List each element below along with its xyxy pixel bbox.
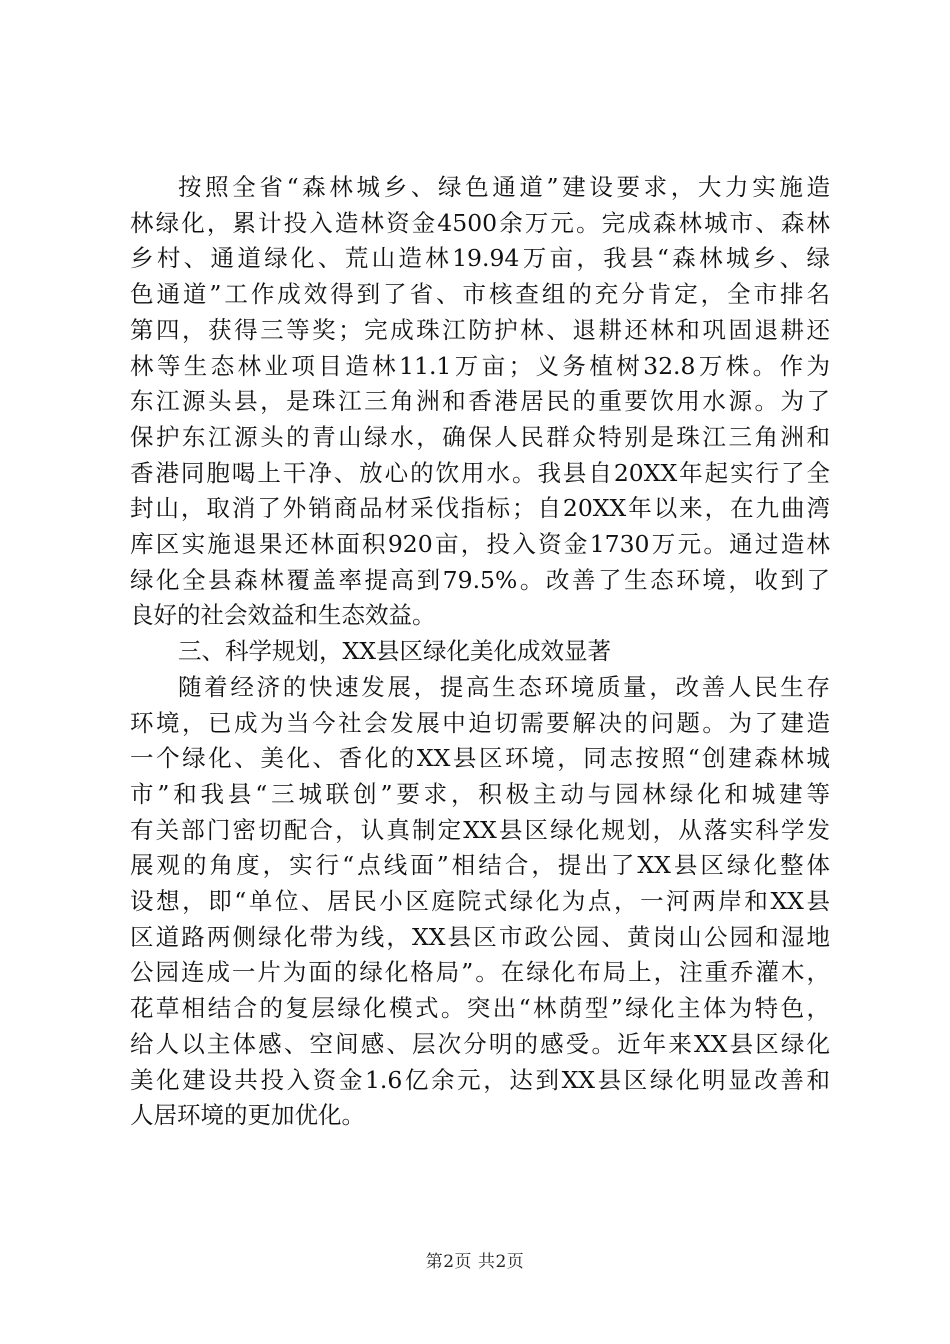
paragraph-line: 市”和我县“三城联创”要求，积极主动与园林绿化和城建等 (130, 779, 830, 808)
document-body (130, 170, 830, 1134)
paragraph-afforestation (130, 170, 830, 634)
paragraph-line: 随着经济的快速发展，提高生态环境质量，改善人民生存 (178, 672, 830, 701)
section-heading: 三、科学规划，XX县区绿化美化成效显著 (178, 637, 611, 666)
paragraph-line: 林绿化，累计投入造林资金4500余万元。完成森林城市、森林 (130, 208, 830, 237)
paragraph-line: 花草相结合的复层绿化模式。突出“林荫型”绿化主体为特色， (130, 994, 830, 1023)
paragraph-line: 香港同胞喝上干净、放心的饮用水。我县自20XX年起实行了全 (130, 458, 830, 487)
paragraph-line: 色通道”工作成效得到了省、市核查组的充分肯定，全市排名 (130, 280, 830, 309)
paragraph-line: 展观的角度，实行“点线面”相结合，提出了XX县区绿化整体 (130, 851, 830, 880)
paragraph-line: 区道路两侧绿化带为线，XX县区市政公园、黄岗山公园和湿地 (130, 922, 830, 951)
paragraph-line: 美化建设共投入资金1.6亿余元，达到XX县区绿化明显改善和 (130, 1065, 830, 1094)
paragraph-line: 第四，获得三等奖；完成珠江防护林、退耕还林和巩固退耕还 (130, 315, 830, 344)
paragraph-line: 人居环境的更加优化。 (130, 1101, 365, 1130)
page-number-footer: 第2页 共2页 (425, 1252, 525, 1272)
paragraph-line: 有关部门密切配合，认真制定XX县区绿化规划，从落实科学发 (130, 815, 830, 844)
paragraph-line: 按照全省“森林城乡、绿色通道”建设要求，大力实施造 (178, 173, 830, 201)
paragraph-line: 绿化全县森林覆盖率提高到79.5%。改善了生态环境，收到了 (130, 565, 830, 594)
paragraph-line: 一个绿化、美化、香化的XX县区环境，同志按照“创建森林城 (130, 744, 830, 773)
paragraph-line: 公园连成一片为面的绿化格局”。在绿化布局上，注重乔灌木， (130, 958, 830, 987)
paragraph-line: 林等生态林业项目造林11.1万亩；义务植树32.8万株。作为 (130, 351, 830, 380)
paragraph-line: 良好的社会效益和生态效益。 (130, 601, 436, 630)
paragraph-line: 给人以主体感、空间感、层次分明的感受。近年来XX县区绿化 (130, 1029, 830, 1058)
paragraph-line: 东江源头县，是珠江三角洲和香港居民的重要饮用水源。为了 (130, 387, 830, 416)
paragraph-line: 保护东江源头的青山绿水，确保人民群众特别是珠江三角洲和 (130, 422, 830, 451)
paragraph-urban-greening (130, 670, 830, 1134)
paragraph-line: 设想，即“单位、居民小区庭院式绿化为点，一河两岸和XX县 (130, 887, 830, 916)
paragraph-line: 库区实施退果还林面积920亩，投入资金1730万元。通过造林 (130, 530, 830, 559)
paragraph-line: 环境，已成为当今社会发展中迫切需要解决的问题。为了建造 (130, 708, 830, 737)
paragraph-line: 封山，取消了外销商品材采伐指标；自20XX年以来，在九曲湾 (130, 494, 830, 523)
paragraph-line: 乡村、通道绿化、荒山造林19.94万亩，我县“森林城乡、绿 (130, 244, 830, 273)
